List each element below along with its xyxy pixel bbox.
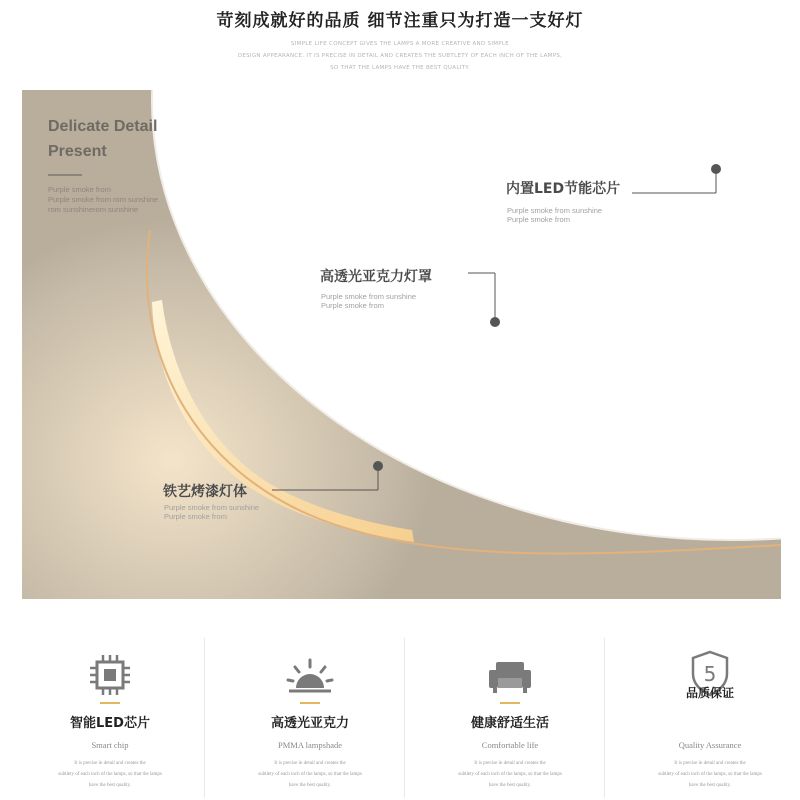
feature-title: 品质保证 [685,686,734,700]
feature-title: 高透光亚克力 [270,716,349,731]
subtitle-line: DESIGN APPEARANCE. IT IS PRECISE IN DETAIL AND CREATES THE SUBTLETY OF EACH INCH OF THE LAMPS, [237,53,563,59]
callout-desc: Purple smoke from sunshine [164,503,260,512]
feature-desc: subtlety of each inch of the lamps, so that the lamps [258,772,362,777]
feature-desc: have the best quality. [288,783,332,788]
feature-title: 健康舒适生活 [470,716,549,731]
feature-subtitle: Comfortable life [481,740,539,750]
sofa-icon [485,650,535,700]
chip-icon [85,650,135,700]
feature-title: 智能LED芯片 [70,716,150,731]
feature-quality-assurance [610,620,800,800]
detail-desc: Purple smoke from [48,185,111,194]
shield-badge-number: 5 [703,662,717,686]
feature-desc: It is precise in detail and creates the [474,761,546,766]
callout-label-iron-body: 铁艺烤漆灯体 [163,484,247,500]
subtitle-line: SO THAT THE LAMPS HAVE THE BEST QUALITY. [330,65,470,71]
feature-desc: have the best quality. [488,783,532,788]
features-row [0,620,800,800]
callout-desc: Purple smoke from [321,301,384,310]
callout-desc: Purple smoke from sunshine [507,206,603,215]
detail-title: Present [48,143,107,160]
feature-desc: subtlety of each inch of the lamps, so that the lamps [658,772,762,777]
feature-desc: It is precise in detail and creates the [74,761,146,766]
header-banner [0,0,800,90]
callout-desc: Purple smoke from [507,215,570,224]
accent-bar [300,702,320,704]
callout-dot [711,164,721,174]
detail-desc: Purple smoke from rom sunshine [48,195,159,204]
feature-desc: subtlety of each inch of the lamps, so that the lamps [58,772,162,777]
page-title: 苛刻成就好的品质 细节注重只为打造一支好灯 [216,11,584,31]
feature-desc: have the best quality. [688,783,732,788]
callout-desc: Purple smoke from [164,512,227,521]
feature-subtitle: Quality Assurance [678,740,742,750]
detail-desc: rom sunshinerom sunshine [48,205,139,214]
feature-desc: have the best quality. [88,783,132,788]
feature-smart-chip [10,620,210,800]
detail-divider [48,174,82,176]
callout-desc: Purple smoke from sunshine [321,292,417,301]
product-detail-photo [22,90,781,599]
sun-icon [285,650,335,700]
callout-dot [373,461,383,471]
callout-label-led-chip: 内置LED节能芯片 [506,181,621,197]
subtitle-line: SIMPLE LIFE CONCEPT GIVES THE LAMPS A MORE CREATIVE AND SIMPLE [290,41,510,47]
feature-subtitle: Smart chip [91,740,129,750]
callout-label-acrylic-shade: 高透光亚克力灯罩 [320,269,432,285]
detail-title: Delicate Detail [48,118,158,135]
feature-desc: It is precise in detail and creates the [274,761,346,766]
feature-pmma-lampshade [210,620,410,800]
accent-bar [500,702,520,704]
callout-dot [490,317,500,327]
accent-bar [100,702,120,704]
feature-subtitle: PMMA lampshade [278,740,342,750]
feature-comfortable-life [410,620,610,800]
lamp-illustration [22,90,781,599]
feature-desc: It is precise in detail and creates the [674,761,746,766]
feature-desc: subtlety of each inch of the lamps, so that the lamps [458,772,562,777]
